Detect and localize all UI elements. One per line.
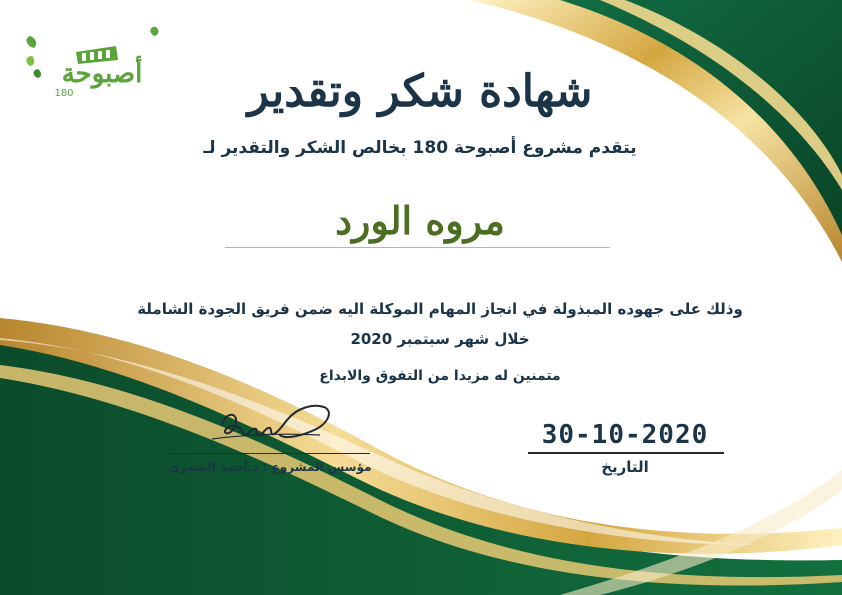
logo-number: 180 (54, 88, 74, 99)
date-label: التاريخ (601, 458, 649, 476)
body-line-1: وذلك على جهوده المبذولة في انجاز المهام الموكلة اليه ضمن فريق الجودة الشاملة (137, 300, 743, 318)
signature-line (168, 453, 370, 454)
founder-caption: مؤسس المشروع : د.أحمد الشمري (168, 460, 372, 474)
leaf-icon (27, 36, 37, 48)
leaf-icon (150, 27, 158, 36)
logo-wordmark: أصبوحة (61, 59, 143, 89)
certificate-subtitle: يتقدم مشروع أصبوحة 180 بخالص الشكر والتقدير لـ (203, 138, 637, 158)
certificate-title: شهادة شكر وتقدير (247, 66, 593, 117)
recipient-name: مروه الورد (335, 198, 505, 243)
leaf-icon (26, 56, 34, 66)
certificate-date: 30-10-2020 (541, 420, 709, 450)
date-underline (528, 452, 724, 454)
body-line-3: متمنين له مزيدا من التفوق والابداع (319, 368, 561, 384)
leaf-icon (34, 69, 42, 78)
body-line-2: خلال شهر سبتمبر 2020 (350, 330, 530, 348)
signature-icon (200, 395, 350, 455)
recipient-underline (225, 247, 610, 248)
